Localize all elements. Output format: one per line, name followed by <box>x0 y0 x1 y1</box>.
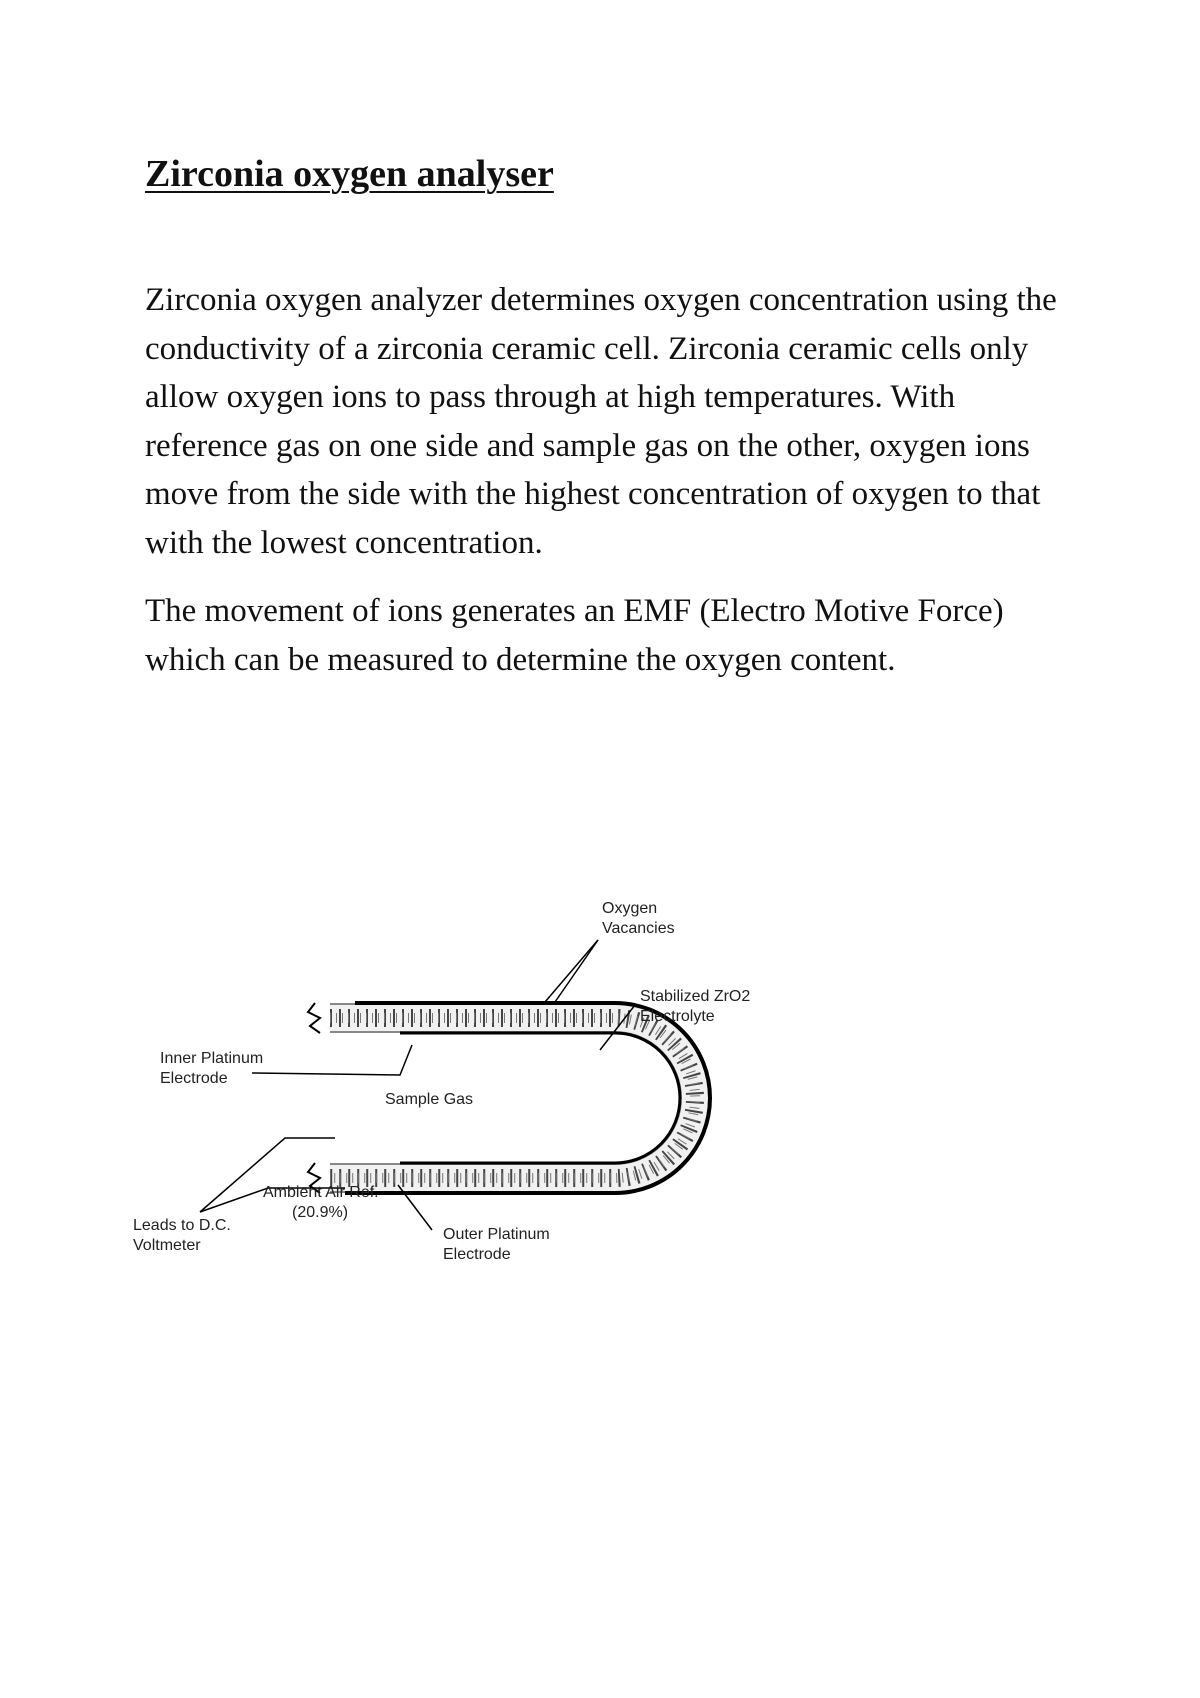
paragraph-emf: The movement of ions generates an EMF (Electro Motive Force) which can be measured to determine the oxygen content. <box>145 593 1004 678</box>
label-sample-gas: Sample Gas <box>385 1091 474 1108</box>
leader-inner-electrode <box>252 1045 412 1075</box>
label-outer-electrode-1: Outer Platinum <box>443 1226 550 1243</box>
leader-vacancies-2 <box>555 940 598 1002</box>
label-electrolyte-1: Stabilized ZrO2 <box>640 988 751 1005</box>
label-ambient-air-1: Ambient Air Ref. <box>263 1184 379 1201</box>
label-outer-electrode-2: Electrode <box>443 1246 511 1263</box>
leader-vacancies-1 <box>545 940 598 1002</box>
label-leads-1: Leads to D.C. <box>133 1217 231 1234</box>
label-ambient-air-2: (20.9%) <box>292 1204 349 1221</box>
label-inner-electrode-1: Inner Platinum <box>160 1050 264 1067</box>
electrolyte-tube <box>308 1003 710 1193</box>
label-inner-electrode-2: Electrode <box>160 1070 228 1087</box>
diagram-svg <box>130 890 850 1280</box>
label-oxygen-vacancies-2: Vacancies <box>602 920 675 937</box>
zirconia-cell-diagram <box>130 890 850 1280</box>
label-electrolyte-2: Electrolyte <box>640 1008 715 1025</box>
label-leads-2: Voltmeter <box>133 1237 201 1254</box>
document-title: Zirconia oxygen analyser <box>145 153 554 195</box>
label-oxygen-vacancies-1: Oxygen <box>602 900 658 917</box>
paragraph-intro: Zirconia oxygen analyzer determines oxygen concentration using the conductivity of a zirconia ceramic cell. Zirconia ceramic cells only allow oxygen ions to pass through at high temperatures. With reference gas on one side and sample gas on the other, oxygen ions move from the side with the highest concentration of oxygen to that with the lowest concentration. <box>145 282 1057 561</box>
tube-end-top <box>308 1003 320 1033</box>
